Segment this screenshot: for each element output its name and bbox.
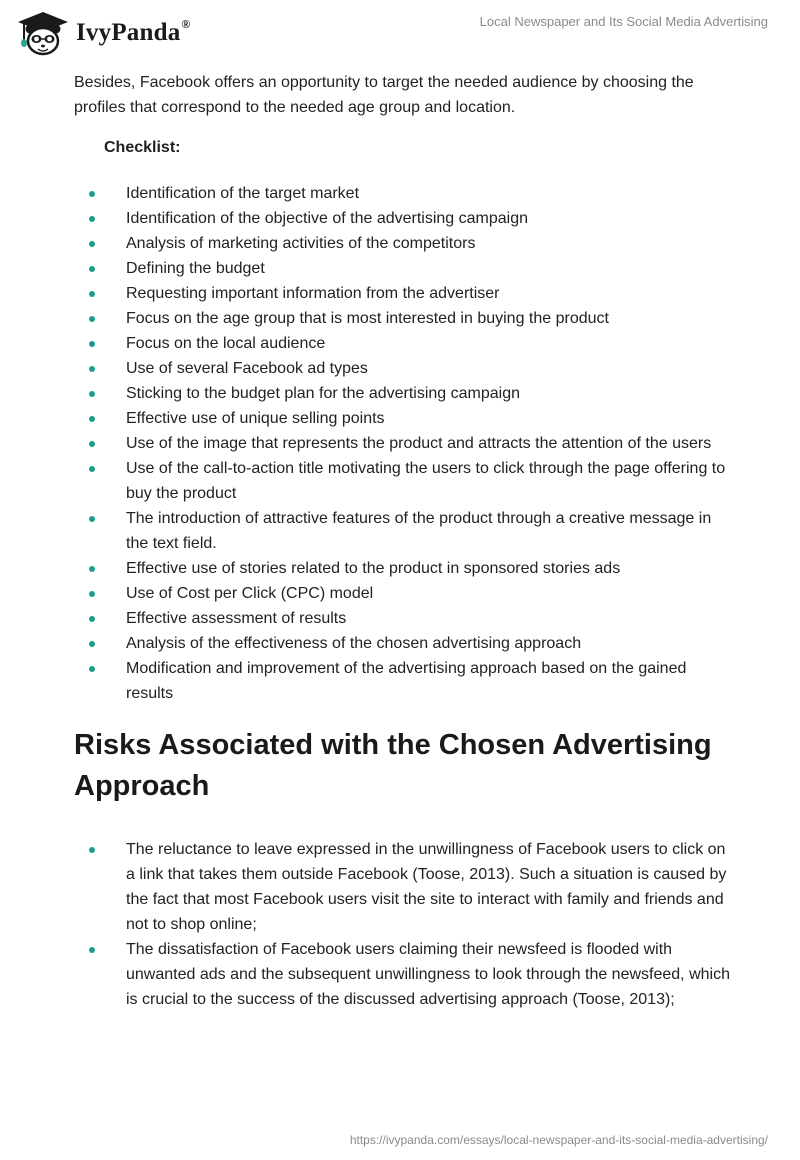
checklist-item	[74, 356, 734, 381]
checklist-item	[74, 656, 734, 706]
document-title: Local Newspaper and Its Social Media Advertising	[479, 14, 768, 29]
essay-content	[74, 70, 734, 1012]
bullet-icon	[89, 391, 95, 397]
bullet-icon	[89, 466, 95, 472]
bullet-icon	[89, 366, 95, 372]
bullet-icon	[89, 416, 95, 422]
checklist-item	[74, 606, 734, 631]
checklist-item	[74, 581, 734, 606]
checklist-item-text: Effective assessment of results	[126, 610, 347, 627]
brand-name: IvyPanda®	[76, 17, 191, 46]
checklist-item	[74, 406, 734, 431]
source-url[interactable]: https://ivypanda.com/essays/local-newspaper-and-its-social-media-advertising/	[349, 1133, 768, 1147]
checklist-item	[74, 456, 734, 506]
bullet-icon	[89, 566, 95, 572]
checklist	[74, 181, 734, 706]
page-header	[0, 0, 800, 70]
checklist-item-text: Use of Cost per Click (CPC) model	[126, 585, 374, 602]
checklist-item-text: Modification and improvement of the advertising approach based on the gained results	[126, 660, 687, 702]
bullet-icon	[89, 591, 95, 597]
checklist-item	[74, 256, 734, 281]
checklist-item-text: Analysis of the effectiveness of the chosen advertising approach	[126, 635, 582, 652]
checklist-item-text: Requesting important information from the advertiser	[126, 285, 500, 302]
checklist-item-text: Focus on the local audience	[126, 335, 326, 352]
checklist-item-text: Defining the budget	[126, 260, 265, 277]
bullet-icon	[89, 216, 95, 222]
checklist-item-text: Effective use of stories related to the product in sponsored stories ads	[126, 560, 621, 577]
checklist-item	[74, 381, 734, 406]
checklist-item-text: Sticking to the budget plan for the advertising campaign	[126, 385, 521, 402]
bullet-icon	[89, 266, 95, 272]
checklist-item	[74, 231, 734, 256]
checklist-item-text: Use of several Facebook ad types	[126, 360, 368, 377]
bullet-icon	[89, 947, 95, 953]
checklist-item	[74, 431, 734, 456]
checklist-item	[74, 206, 734, 231]
bullet-icon	[89, 291, 95, 297]
checklist-item-text: Use of the call-to-action title motivating the users to click through the page offering to buy the product	[126, 460, 726, 502]
checklist-item	[74, 506, 734, 556]
checklist-item	[74, 331, 734, 356]
checklist-item-text: Focus on the age group that is most interested in buying the product	[126, 310, 609, 327]
risk-item-text: The reluctance to leave expressed in the unwillingness of Facebook users to click on a link that takes them outside Facebook (Toose, 2013). Such a situation is caused by the fact that most Facebook users visit the site to interact with family and friends and not to shop online;	[126, 841, 727, 933]
checklist-item	[74, 281, 734, 306]
checklist-item-text: Identification of the target market	[126, 185, 360, 202]
checklist-item	[74, 631, 734, 656]
risk-item	[74, 937, 734, 1012]
checklist-item-text: The introduction of attractive features of the product through a creative message in the text field.	[126, 510, 712, 552]
intro-paragraph: Besides, Facebook offers an opportunity to target the needed audience by choosing the profiles that correspond to the needed age group and location.	[74, 74, 694, 116]
bullet-icon	[89, 516, 95, 522]
bullet-icon	[89, 441, 95, 447]
checklist-item-text: Identification of the objective of the advertising campaign	[126, 210, 529, 227]
ivypanda-logo[interactable]	[16, 10, 191, 56]
bullet-icon	[89, 847, 95, 853]
bullet-icon	[89, 341, 95, 347]
bullet-icon	[89, 241, 95, 247]
risk-item	[74, 837, 734, 937]
bullet-icon	[89, 316, 95, 322]
checklist-label: Checklist:	[104, 139, 181, 156]
checklist-item-text: Analysis of marketing activities of the competitors	[126, 235, 476, 252]
bullet-icon	[89, 616, 95, 622]
risks-heading: Risks Associated with the Chosen Advertising Approach	[74, 729, 712, 802]
checklist-item-text: Effective use of unique selling points	[126, 410, 385, 427]
checklist-item-text: Use of the image that represents the product and attracts the attention of the users	[126, 435, 712, 452]
checklist-item	[74, 556, 734, 581]
risk-item-text: The dissatisfaction of Facebook users claiming their newsfeed is flooded with unwanted ads and the subsequent unwillingness to look through the newsfeed, which is crucial to the success of the discussed advertising approach (Toose, 2013);	[126, 941, 730, 1008]
checklist-item	[74, 306, 734, 331]
checklist-item	[74, 181, 734, 206]
panda-graduate-icon	[16, 10, 70, 56]
bullet-icon	[89, 641, 95, 647]
risks-list	[74, 837, 734, 1012]
bullet-icon	[89, 191, 95, 197]
bullet-icon	[89, 666, 95, 672]
